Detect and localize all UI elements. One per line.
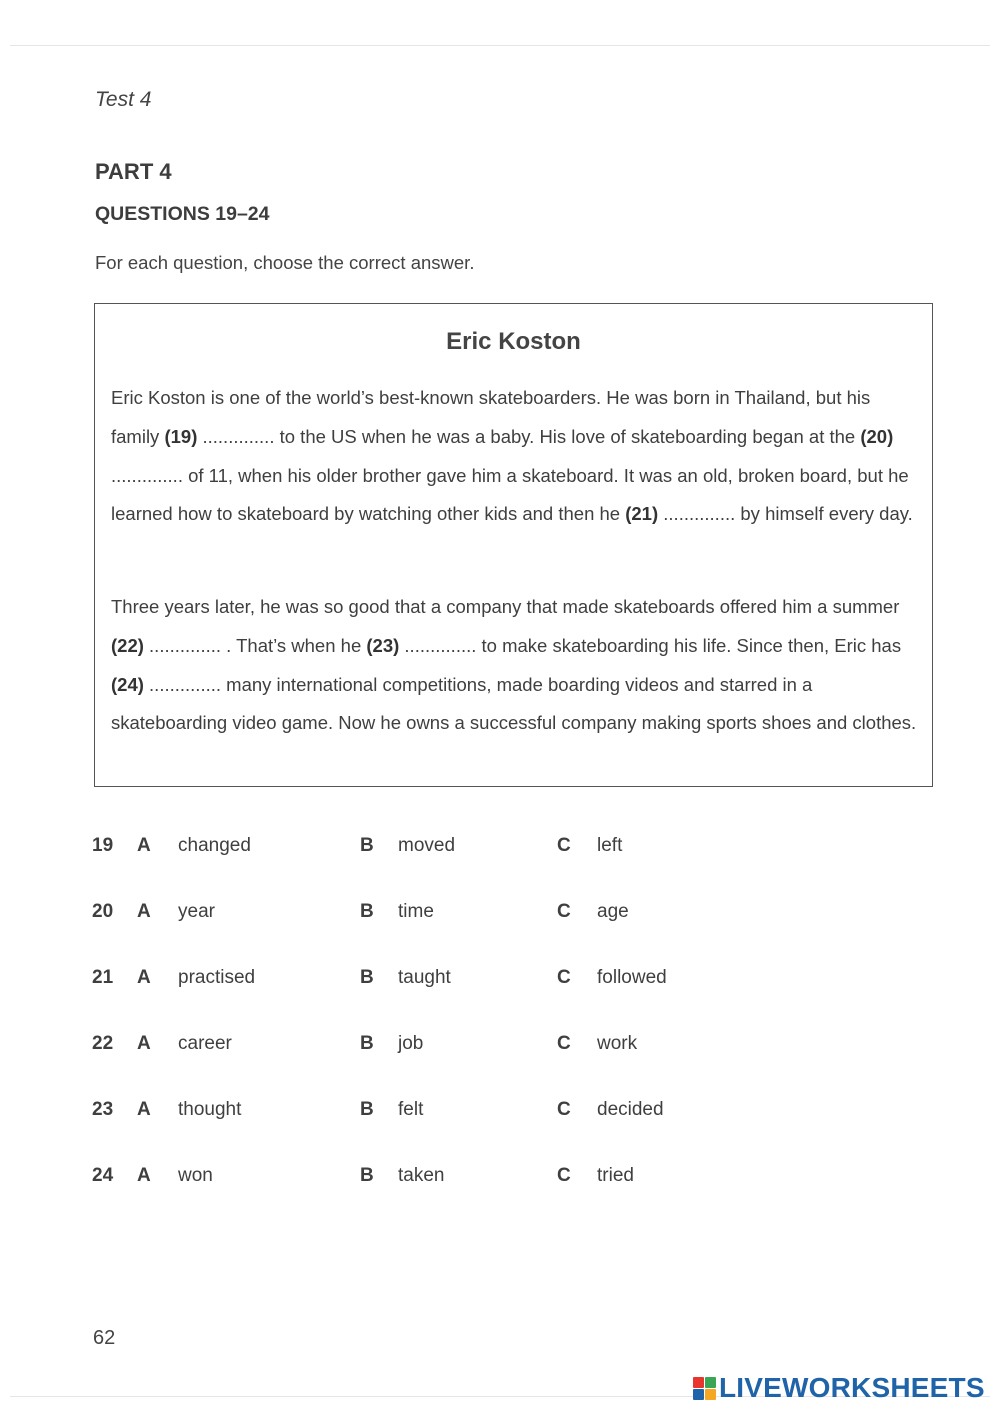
passage-paragraph-2 [111, 588, 917, 743]
gap-21-label: (21) [625, 503, 659, 525]
gap-19-blank[interactable]: .............. [202, 425, 275, 447]
option-letter-a: A [137, 1033, 151, 1054]
passage-text: to the US when he was a baby. His love of skateboarding began at the [274, 425, 861, 447]
option-letter-b: B [360, 901, 374, 922]
gap-19-label: (19) [164, 425, 198, 447]
passage-text: Three years later, he was so good that a company that made skateboards offered him a summer [111, 596, 900, 617]
option-a[interactable]: career [178, 1033, 232, 1054]
passage-text: . That’s when he [221, 634, 367, 656]
option-a[interactable]: changed [178, 835, 251, 856]
passage-title: Eric Koston [446, 328, 581, 355]
instruction-text: For each question, choose the correct answer. [95, 252, 475, 273]
gap-24-blank[interactable]: .............. [149, 673, 222, 695]
question-row-24 [0, 1165, 1000, 1195]
option-letter-c: C [557, 1099, 571, 1120]
option-letter-b: B [360, 967, 374, 988]
option-c[interactable]: followed [597, 967, 667, 988]
option-b[interactable]: moved [398, 835, 456, 856]
option-b[interactable]: felt [398, 1099, 424, 1120]
option-letter-b: B [360, 1033, 374, 1054]
part-title: PART 4 [95, 159, 172, 184]
option-letter-b: B [360, 1099, 374, 1120]
page-number: 62 [93, 1327, 116, 1349]
option-a[interactable]: year [178, 901, 215, 922]
question-number: 21 [92, 967, 114, 988]
option-letter-c: C [557, 967, 571, 988]
passage-text: many international competitions, made boarding videos and starred in a skateboarding video game. Now he owns a successful company making sports shoes and clothes. [111, 673, 917, 734]
option-c[interactable]: work [597, 1033, 638, 1054]
gap-22-blank[interactable]: .............. [149, 634, 222, 656]
option-a[interactable]: thought [178, 1099, 242, 1120]
option-c[interactable]: decided [597, 1099, 664, 1120]
option-letter-a: A [137, 901, 151, 922]
question-row-21 [0, 967, 1000, 997]
option-b[interactable]: taken [398, 1165, 445, 1186]
logo-square-icon [693, 1377, 704, 1388]
question-number: 19 [92, 835, 114, 856]
brand-name: LIVEWORKSHEETS [719, 1372, 985, 1403]
option-letter-b: B [360, 835, 374, 856]
passage-text: Eric Koston is one of the world’s best-known skateboarders. He was born in Thailand, but his family [111, 387, 871, 447]
gap-21-blank[interactable]: .............. [663, 503, 736, 525]
option-letter-a: A [137, 835, 151, 856]
passage-text: to make skateboarding his life. Since then, Eric has [476, 634, 902, 656]
option-a[interactable]: practised [178, 967, 256, 988]
option-letter-c: C [557, 1033, 571, 1054]
passage-text: by himself every day. [735, 503, 913, 525]
reading-passage-box [94, 303, 933, 787]
gap-23-blank[interactable]: .............. [404, 634, 477, 656]
option-a[interactable]: won [178, 1165, 213, 1186]
option-c[interactable]: age [597, 901, 629, 922]
top-divider [10, 45, 990, 46]
question-number: 20 [92, 901, 114, 922]
gap-23-label: (23) [366, 634, 400, 656]
option-letter-c: C [557, 835, 571, 856]
question-row-20 [0, 901, 1000, 931]
gap-22-label: (22) [111, 634, 144, 656]
option-letter-a: A [137, 1165, 151, 1186]
option-c[interactable]: tried [597, 1165, 634, 1186]
liveworksheets-logo [693, 1372, 985, 1404]
option-c[interactable]: left [597, 835, 623, 856]
gap-24-label: (24) [111, 673, 144, 695]
option-b[interactable]: time [398, 901, 434, 922]
passage-paragraph-1 [111, 379, 917, 534]
gap-20-blank[interactable]: .............. [111, 464, 183, 486]
option-letter-a: A [137, 1099, 151, 1120]
option-letter-c: C [557, 901, 571, 922]
question-number: 22 [92, 1033, 114, 1054]
test-label: Test 4 [95, 88, 152, 111]
question-number: 23 [92, 1099, 114, 1120]
logo-square-icon [693, 1389, 704, 1400]
option-letter-c: C [557, 1165, 571, 1186]
option-letter-a: A [137, 967, 151, 988]
logo-icon [693, 1377, 716, 1400]
option-b[interactable]: job [398, 1033, 424, 1054]
questions-title: QUESTIONS 19–24 [95, 203, 270, 225]
option-b[interactable]: taught [398, 967, 451, 988]
question-number: 24 [92, 1165, 114, 1186]
gap-20-label: (20) [860, 425, 894, 447]
logo-square-icon [705, 1389, 716, 1400]
question-row-23 [0, 1099, 1000, 1129]
passage-text: of 11, when his older brother gave him a skateboard. It was an old, broken board, but he learned how to skateboard by watching other kids and then he [111, 464, 909, 525]
question-row-19 [0, 835, 1000, 865]
logo-square-icon [705, 1377, 716, 1388]
question-row-22 [0, 1033, 1000, 1063]
option-letter-b: B [360, 1165, 374, 1186]
